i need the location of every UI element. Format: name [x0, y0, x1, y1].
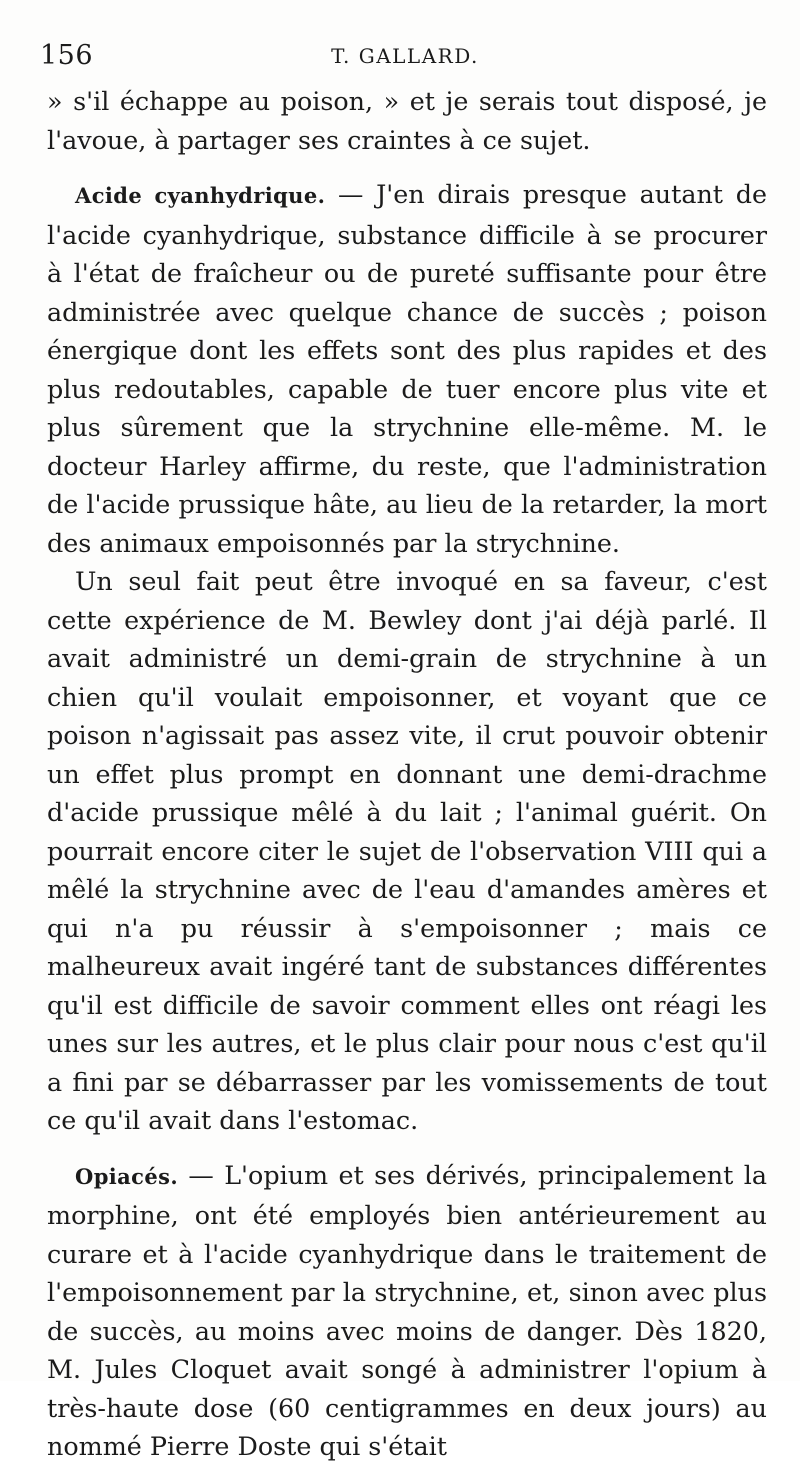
paragraph-opiates [47, 1156, 767, 1466]
paragraph-cyanhydric-acid [47, 175, 767, 562]
section-heading-cyanhydric-acid: Acide cyanhydrique. [75, 183, 326, 208]
body-text [47, 82, 767, 1466]
paragraph-bewley: Un seul fait peut être invoqué en sa faveur, c'est cette expérience de M. Bewley dont j'ai déjà parlé. Il avait administré un demi-grain de strychnine à un chien qu'il voulait empoisonner, et voyant que ce poison n'agissait pas assez vite, il crut pouvoir obtenir un effet plus prompt en donnant une demi-drachme d'acide prussique mêlé à du lait ; l'animal guérit. On pourrait encore citer le sujet de l'observation VIII qui a mêlé la strychnine avec de l'eau d'amandes amères et qui n'a pu réussir à s'empoisonner ; mais ce malheureux avait ingéré tant de substances différentes qu'il est difficile de savoir comment elles ont réagi les unes sur les autres, et le plus clair pour nous c'est qu'il a fini par se débarrasser par les vomissements de tout ce qu'il avait dans l'estomac. [47, 566, 767, 1135]
page-header [40, 40, 770, 74]
paragraph-text: — J'en dirais presque autant de l'acide cyanhydrique, substance difficile à se procurer à l'état de fraîcheur ou de pureté suffisante pour être administrée avec quelque chance de succès ; poison énergique dont les effets sont des plus rapides et des plus redoutables, capable de tuer encore plus vite et plus sûrement que la strychnine elle-même. M. le docteur Harley affirme, du reste, que l'administration de l'acide prussique hâte, au lieu de la retarder, la mort des animaux empoisonnés par la strychnine. [47, 179, 767, 558]
running-head: T. GALLARD. [331, 44, 479, 68]
paragraph-continuation: » s'il échappe au poison, » et je serais tout disposé, je l'avoue, à partager ses craintes à ce sujet. [47, 86, 767, 155]
page-number: 156 [40, 40, 94, 71]
paragraph-text: — L'opium et ses dérivés, principalement la morphine, ont été employés bien antérieurement au curare et à l'acide cyanhydrique dans le traitement de l'empoisonnement par la strychnine, et, sinon avec plus de succès, au moins avec moins de danger. Dès 1820, M. Jules Cloquet avait songé à administrer l'opium à très-haute dose (60 centigrammes en deux jours) au nommé Pierre Doste qui s'était [47, 1159, 767, 1461]
section-heading-opiates: Opiacés. [75, 1163, 179, 1189]
